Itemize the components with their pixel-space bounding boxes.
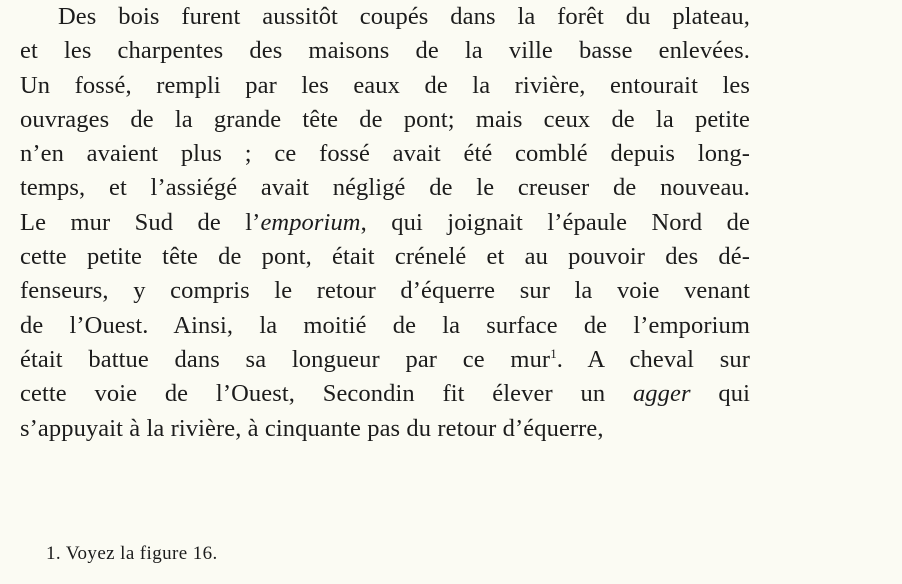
text-segment: était battue dans sa longueur par ce mur: [20, 345, 551, 373]
text-line-11: [20, 343, 750, 377]
footnote-reference: 1: [550, 345, 557, 361]
text-segment: , qui joignait l’épaule Nord de: [360, 208, 750, 236]
text-line-13: s’appuyait à la rivière, à cinquante pas du retour d’équerre,: [20, 414, 604, 442]
text-line-4: ouvrages de la grande tête de pont; mais ceux de la petite: [20, 105, 750, 133]
text-line-9: fenseurs, y compris le retour d’équerre sur la voie venant: [20, 277, 750, 305]
text-line-2: et les charpentes des maisons de la ville basse enlevées.: [20, 37, 750, 65]
text-line-1: Des bois furent aussitôt coupés dans la forêt du plateau,: [58, 3, 750, 30]
italic-term-emporium: emporium: [260, 208, 361, 236]
text-segment: Le mur Sud de l’: [20, 208, 261, 236]
footnote: 1. Voyez la figure 16.: [46, 543, 218, 564]
text-segment: cette voie de l’Ouest, Secondin fit élever un: [20, 380, 633, 408]
text-segment: . A cheval sur: [556, 345, 751, 373]
italic-term-agger: agger: [632, 380, 691, 408]
text-line-8: cette petite tête de pont, était crénelé et au pouvoir des dé-: [20, 243, 750, 271]
text-line-3: Un fossé, rempli par les eaux de la rivière, entourait les: [20, 71, 750, 99]
text-line-10: de l’Ouest. Ainsi, la moitié de la surface de l’emporium: [20, 311, 750, 339]
text-line-5: n’en avaient plus ; ce fossé avait été comblé depuis long-: [20, 140, 750, 168]
body-text: [20, 0, 750, 446]
text-line-7: [20, 206, 750, 240]
text-segment: qui: [690, 380, 750, 408]
text-line-12: [20, 377, 750, 411]
text-line-6: temps, et l’assiégé avait négligé de le creuser de nouveau.: [20, 174, 750, 202]
